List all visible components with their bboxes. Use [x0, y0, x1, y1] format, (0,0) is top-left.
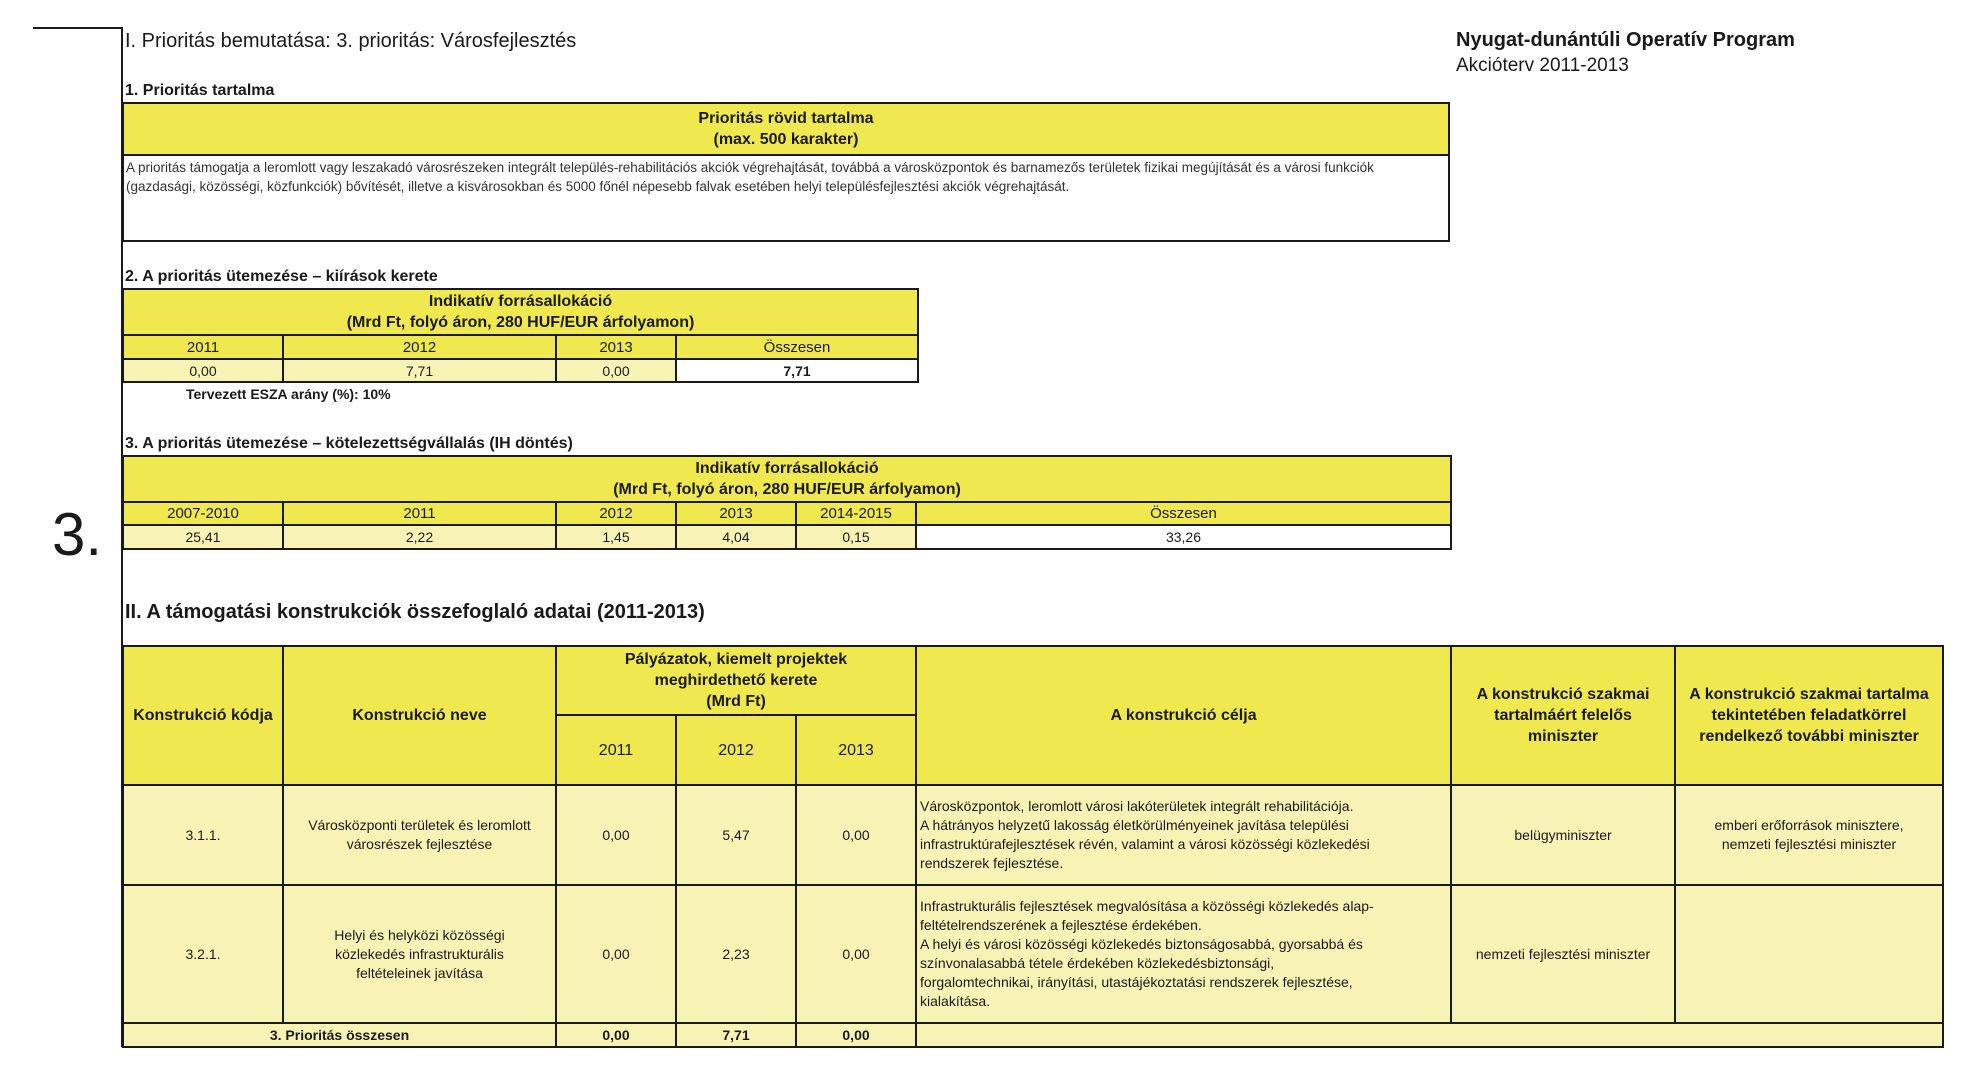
header-line: Indikatív forrásallokáció	[695, 460, 879, 477]
goal-line: Infrastrukturális fejlesztések megvalósítása a közösségi közlekedés alap-	[920, 898, 1374, 914]
other-minister	[1675, 885, 1943, 1023]
priority-content-text: A prioritás támogatja a leromlott vagy leszakadó városrészeken integrált település-rehabilitációs akciók végrehajtását, továbbá a városközpontok és barnamezős területek fizikai megújítását és a városi funkciók (gazdasági, közösségi, közfunkciók) bővítését, illetve a kisvárosokban és 5000 főnél népesebb falvak esetében helyi településfejlesztési akciók végrehajtását.	[123, 155, 1449, 241]
commitment-schedule-table	[122, 455, 1452, 550]
responsible-minister: nemzeti fejlesztési miniszter	[1451, 885, 1675, 1023]
header-line: (max. 500 karakter)	[713, 131, 859, 148]
header-year: 2011	[556, 715, 676, 785]
goal-line: forgalomtechnikai, irányítási, utastájékoztatási rendszerek fejlesztése,	[920, 974, 1353, 990]
priority-number: 3.	[52, 501, 103, 568]
goal-line: Városközpontok, leromlott városi lakóterületek integrált rehabilitációja.	[920, 798, 1354, 814]
header-line: Indikatív forrásallokáció	[428, 293, 613, 310]
section-title-constructions: II. A támogatási konstrukciók összefoglaló adatai (2011-2013)	[125, 601, 705, 623]
construction-name	[283, 785, 556, 885]
total-empty	[916, 1023, 1943, 1047]
name-line: városrészek fejlesztése	[346, 836, 493, 852]
other-line: nemzeti fejlesztési miniszter	[1721, 836, 1897, 852]
table-row	[123, 785, 1943, 885]
header-line: A konstrukció szakmai tartalma	[1689, 686, 1929, 703]
other-line: emberi erőforrások minisztere,	[1714, 817, 1904, 833]
header-line: Prioritás rövid tartalma	[698, 110, 874, 127]
allocation-header	[123, 289, 918, 335]
goal-line: rendszerek fejlesztése.	[920, 855, 1064, 871]
construction-code: 3.2.1.	[123, 885, 283, 1023]
goal-line: infrastruktúrafejlesztések révén, valamint a városi közösségi közlekedési	[920, 836, 1370, 852]
header-line: miniszter	[1527, 728, 1599, 745]
value-cell: 2,22	[283, 525, 556, 549]
construction-code: 3.1.1.	[123, 785, 283, 885]
value-2013: 0,00	[796, 885, 916, 1023]
value-cell: 7,71	[283, 359, 556, 382]
total-2013: 0,00	[796, 1023, 916, 1047]
header-code: Konstrukció kódja	[123, 646, 283, 785]
header-year: 2013	[796, 715, 916, 785]
goal-line: kialakítása.	[920, 993, 991, 1009]
allocation-header	[123, 456, 1451, 502]
value-2011: 0,00	[556, 785, 676, 885]
other-minister	[1675, 785, 1943, 885]
section2-heading: 2. A prioritás ütemezése – kiírások kerete	[125, 268, 438, 285]
column-header: 2011	[283, 502, 556, 525]
total-row	[123, 1023, 1943, 1047]
header-name: Konstrukció neve	[283, 646, 556, 785]
total-cell: 33,26	[916, 525, 1451, 549]
construction-name	[283, 885, 556, 1023]
value-cell: 0,15	[796, 525, 916, 549]
header-line: (Mrd Ft, folyó áron, 280 HUF/EUR árfolyamon)	[346, 314, 695, 331]
header-line: (Mrd Ft, folyó áron, 280 HUF/EUR árfolyamon)	[613, 481, 961, 498]
program-subtitle: Akcióterv 2011-2013	[1456, 55, 1629, 76]
header-minister	[1451, 646, 1675, 785]
column-header: Összesen	[916, 502, 1451, 525]
program-name: Nyugat-dunántúli Operatív Program	[1456, 29, 1795, 51]
value-2013: 0,00	[796, 785, 916, 885]
page-title: I. Prioritás bemutatása: 3. prioritás: Városfejlesztés	[125, 30, 577, 52]
priority-content-table	[122, 102, 1450, 242]
name-line: feltételeinek javítása	[356, 964, 483, 981]
goal-line: színvonalasabbá tétele érdekében közlekedésbiztonsági,	[920, 955, 1275, 971]
column-header: Összesen	[676, 335, 918, 359]
header-budget	[556, 646, 916, 715]
value-cell: 4,04	[676, 525, 796, 549]
goal-line: A hátrányos helyzetű lakosság életkörülményeinek javítása települési	[920, 817, 1349, 833]
value-cell: 1,45	[556, 525, 676, 549]
construction-goal	[916, 885, 1451, 1023]
value-2012: 5,47	[676, 785, 796, 885]
header-goal: A konstrukció célja	[916, 646, 1451, 785]
header-line: tekintetében feladatkörrel	[1711, 707, 1907, 724]
priority-content-header	[123, 103, 1449, 155]
name-line: Helyi és helyközi közösségi	[334, 926, 505, 943]
column-header: 2013	[676, 502, 796, 525]
header-line: tartalmáért felelős	[1494, 707, 1632, 724]
column-header: 2012	[556, 502, 676, 525]
header-other-minister	[1675, 646, 1943, 785]
name-line: közlekedés infrastrukturális	[335, 945, 504, 962]
header-line: rendelkező további miniszter	[1699, 728, 1919, 745]
header-line: (Mrd Ft)	[706, 693, 766, 710]
section3-heading: 3. A prioritás ütemezése – kötelezettségvállalás (IH döntés)	[125, 435, 573, 452]
header-year: 2012	[676, 715, 796, 785]
section1-heading: 1. Prioritás tartalma	[125, 82, 275, 99]
header-line: Pályázatok, kiemelt projektek	[624, 651, 848, 668]
goal-line: feltételrendszerének a fejlesztése érdekében.	[920, 917, 1202, 933]
value-cell: 0,00	[556, 359, 676, 382]
value-2012: 2,23	[676, 885, 796, 1023]
table-row	[123, 885, 1943, 1023]
column-header: 2013	[556, 335, 676, 359]
total-cell: 7,71	[676, 359, 918, 382]
header-line: A konstrukció szakmai	[1476, 686, 1650, 703]
responsible-minister: belügyminiszter	[1451, 785, 1675, 885]
name-line: Városközponti területek és leromlott	[308, 817, 531, 833]
goal-line: A helyi és városi közösségi közlekedés biztonságosabbá, gyorsabbá és	[920, 936, 1363, 952]
total-2011: 0,00	[556, 1023, 676, 1047]
constructions-table	[122, 645, 1944, 1048]
column-header: 2012	[283, 335, 556, 359]
column-header: 2007-2010	[123, 502, 283, 525]
call-schedule-table	[122, 288, 919, 383]
column-header: 2011	[123, 335, 283, 359]
column-header: 2014-2015	[796, 502, 916, 525]
value-cell: 25,41	[123, 525, 283, 549]
total-2012: 7,71	[676, 1023, 796, 1047]
total-label: 3. Prioritás összesen	[123, 1023, 556, 1047]
esza-note: Tervezett ESZA arány (%): 10%	[186, 386, 391, 402]
construction-goal	[916, 785, 1451, 885]
value-2011: 0,00	[556, 885, 676, 1023]
header-line: meghirdethető kerete	[654, 672, 818, 689]
value-cell: 0,00	[123, 359, 283, 382]
